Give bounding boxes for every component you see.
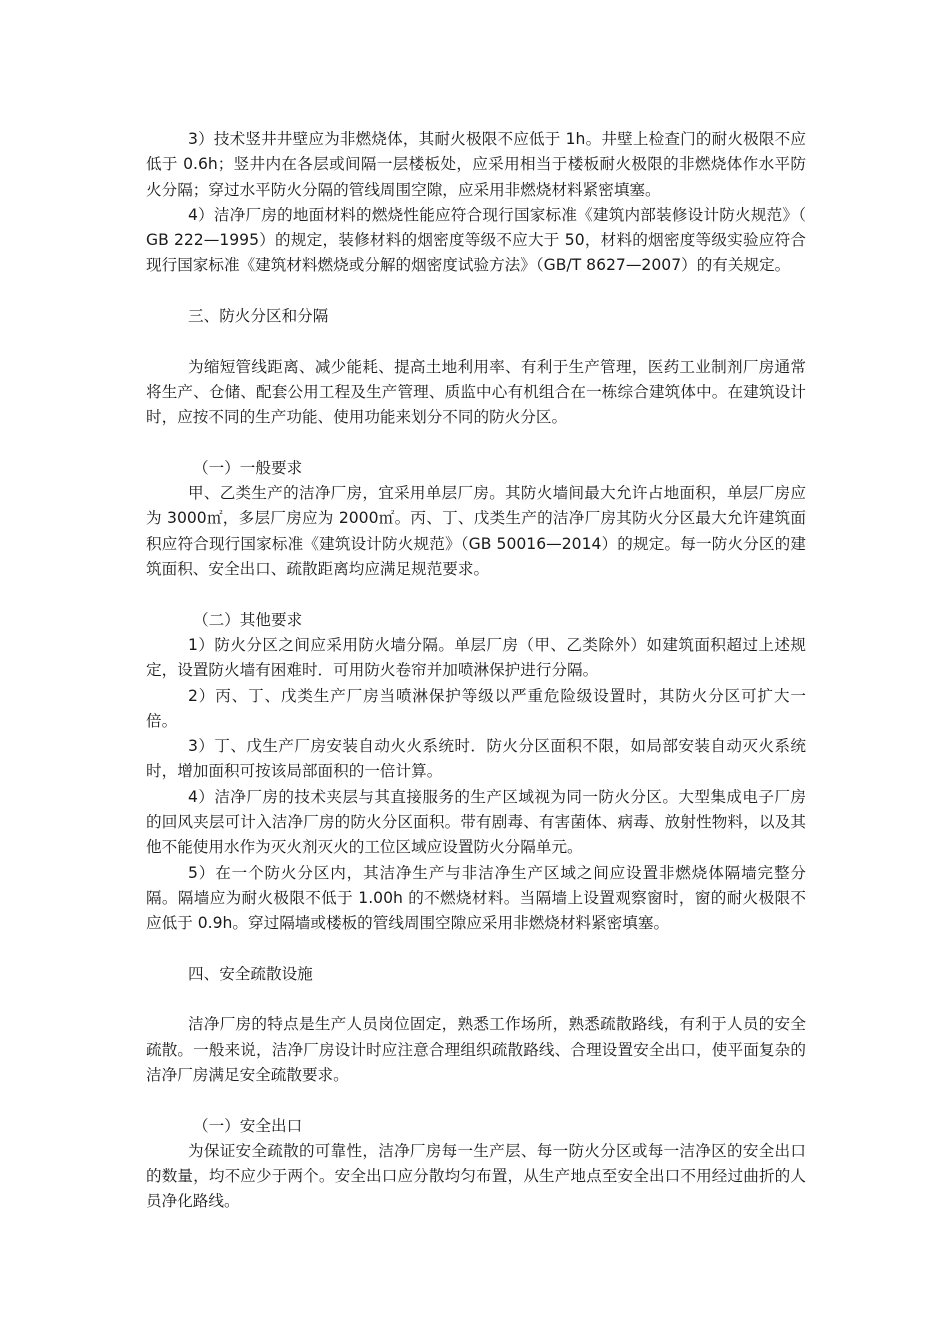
paragraph-evacuation-intro: 洁净厂房的特点是生产人员岗位固定，熟悉工作场所，熟悉疏散路线，有利于人员的安全疏散。一般来说，洁净厂房设计时应注意合理组织疏散路线、合理设置安全出口，使平面复杂的洁净厂房满足安全疏散要求。 bbox=[146, 1015, 806, 1084]
paragraph-shaft-wall: 3）技术竖井井壁应为非燃烧体，其耐火极限不应低于 1h。井壁上检查门的耐火极限不应低于 0.6h；竖井内在各层或间隔一层楼板处，应采用相当于楼板耐火极限的非燃烧体作水平防火分隔；穿过水平防火分隔的管线周围空隙，应采用非燃烧材料紧密填塞。 bbox=[146, 130, 806, 199]
paragraph-floor-material: 4）洁净厂房的地面材料的燃烧性能应符合现行国家标准《建筑内部装修设计防火规范》（ GB 222—1995）的规定，装修材料的烟密度等级不应大于 50，材料的烟密度等级实验应符合现行国家标准《建筑材料燃烧或分解的烟密度试验方法》（GB/T 8627—2007）的有关规定。 bbox=[146, 205, 806, 275]
subheading-safety-exits: （一）安全出口 bbox=[193, 1116, 303, 1135]
paragraph-item-1: 1）防火分区之间应采用防火墙分隔。单层厂房（甲、乙类除外）如建筑面积超过上述规定，设置防火墙有困难时．可用防火卷帘并加喷淋保护进行分隔。 bbox=[146, 635, 806, 680]
paragraph-item-2: 2）丙、丁、戊类生产厂房当喷淋保护等级以严重危险级设置时，其防火分区可扩大一倍。 bbox=[146, 686, 806, 730]
paragraph-general-requirements: 甲、乙类生产的洁净厂房，宜采用单层厂房。其防火墙间最大允许占地面积，单层厂房应为 3000㎡，多层厂房应为 2000㎡。丙、丁、戊类生产的洁净厂房其防火分区最大允许建筑面积应符合现行国家标准《建筑设计防火规范》（GB 50016—2014）的规定。每一防火分区的建筑面积、安全出口、疏散距离均应满足规范要求。 bbox=[146, 484, 806, 579]
document-body bbox=[146, 127, 806, 1215]
section-heading-fire-compartment: 三、防火分区和分隔 bbox=[188, 307, 329, 326]
paragraph-item-4: 4）洁净厂房的技术夹层与其直接服务的生产区域视为同一防火分区。大型集成电子厂房的回风夹层可计入洁净厂房的防火分区面积。带有剧毒、有害菌体、病毒、放射性物料，以及其他不能使用水作为灭火剂灭火的工位区域应设置防火分隔单元。 bbox=[146, 787, 806, 857]
paragraph-safety-exits: 为保证安全疏散的可靠性，洁净厂房每一生产层、每一防火分区或每一洁净区的安全出口的数量，均不应少于两个。安全出口应分散均匀布置，从生产地点至安全出口不用经过曲折的人员净化路线。 bbox=[146, 1141, 806, 1211]
paragraph-item-3: 3）丁、戊生产厂房安装自动火火系统时．防火分区面积不限，如局部安装自动灭火系统时，增加面积可按该局部面积的一倍计算。 bbox=[146, 737, 806, 781]
subheading-other-requirements: （二）其他要求 bbox=[193, 610, 303, 629]
subheading-general-requirements: （一）一般要求 bbox=[193, 458, 303, 477]
section-heading-evacuation: 四、安全疏散设施 bbox=[188, 964, 313, 983]
paragraph-fire-compartment-intro: 为缩短管线距离、减少能耗、提高土地利用率、有利于生产管理，医药工业制剂厂房通常将生产、仓储、配套公用工程及生产管理、质监中心有机组合在一栋综合建筑体中。在建筑设计时，应按不同的生产功能、使用功能来划分不同的防火分区。 bbox=[146, 357, 806, 427]
paragraph-item-5: 5）在一个防火分区内，其洁净生产与非洁净生产区域之间应设置非燃烧体隔墙完整分隔。隔墙应为耐火极限不低于 1.00h 的不燃烧材料。当隔墙上设置观察窗时，窗的耐火极限不应低于 0.9h。穿过隔墙或楼板的管线周围空隙应采用非燃烧材料紧密填塞。 bbox=[146, 863, 806, 933]
